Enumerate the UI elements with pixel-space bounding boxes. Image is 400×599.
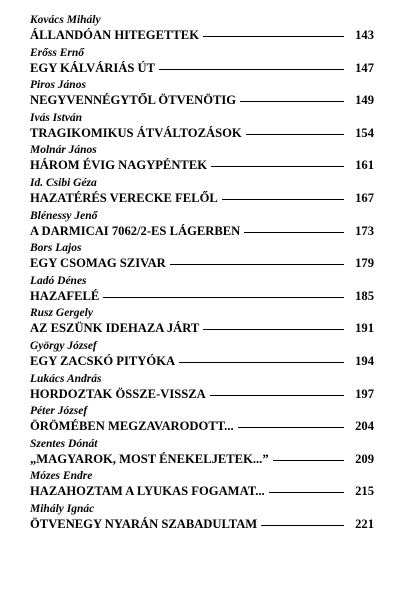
entry-page-number: 167 bbox=[355, 190, 374, 205]
entry-author: Molnár János bbox=[30, 144, 97, 157]
entry-line bbox=[30, 125, 374, 141]
dot-leader bbox=[269, 492, 344, 493]
entry-page-number: 194 bbox=[355, 353, 374, 368]
toc-entry bbox=[30, 241, 374, 274]
entry-author: Péter József bbox=[30, 405, 88, 418]
dot-leader bbox=[238, 427, 344, 428]
entry-line bbox=[30, 288, 374, 304]
table-of-contents bbox=[30, 13, 374, 535]
dot-leader bbox=[203, 329, 344, 330]
toc-entry bbox=[30, 46, 374, 79]
entry-line bbox=[30, 157, 374, 173]
dot-leader bbox=[103, 297, 344, 298]
entry-line bbox=[30, 353, 374, 369]
entry-title: HAZATÉRÉS VERECKE FELŐL bbox=[30, 190, 218, 205]
entry-title: A DARMICAI 7062/2-ES LÁGERBEN bbox=[30, 223, 241, 238]
dot-leader bbox=[170, 264, 344, 265]
entry-page-number: 209 bbox=[355, 451, 374, 466]
entry-author: Ivás István bbox=[30, 111, 83, 124]
entry-author: Szentes Dónát bbox=[30, 437, 98, 450]
entry-title: HAZAHOZTAM A LYUKAS FOGAMAT... bbox=[30, 484, 265, 499]
entry-line bbox=[30, 320, 374, 336]
toc-entry bbox=[30, 404, 374, 437]
toc-entry bbox=[30, 339, 374, 372]
entry-page-number: 215 bbox=[355, 484, 374, 499]
entry-title: TRAGIKOMIKUS ÁTVÁLTOZÁSOK bbox=[30, 125, 242, 140]
entry-title: EGY ZACSKÓ PITYÓKA bbox=[30, 353, 176, 368]
dot-leader bbox=[246, 134, 344, 135]
toc-entry bbox=[30, 469, 374, 502]
entry-title: ÖTVENEGY NYARÁN SZABADULTAM bbox=[30, 516, 258, 531]
entry-page-number: 173 bbox=[355, 223, 374, 238]
entry-title: AZ ESZÜNK IDEHAZA JÁRT bbox=[30, 321, 200, 336]
entry-page-number: 161 bbox=[355, 158, 374, 173]
entry-line bbox=[30, 255, 374, 271]
entry-author: Bors Lajos bbox=[30, 242, 82, 255]
toc-entry bbox=[30, 306, 374, 339]
entry-title: ÖRÖMÉBEN MEGZAVARODOTT... bbox=[30, 419, 234, 434]
dot-leader bbox=[211, 166, 344, 167]
dot-leader bbox=[261, 525, 344, 526]
entry-line bbox=[30, 516, 374, 532]
dot-leader bbox=[244, 232, 344, 233]
toc-entry bbox=[30, 274, 374, 307]
dot-leader bbox=[159, 69, 344, 70]
entry-line bbox=[30, 27, 374, 43]
entry-title: EGY KÁLVÁRIÁS ÚT bbox=[30, 60, 156, 75]
dot-leader bbox=[222, 199, 344, 200]
entry-line bbox=[30, 386, 374, 402]
entry-author: Erőss Ernő bbox=[30, 46, 85, 59]
entry-line bbox=[30, 483, 374, 499]
entry-line bbox=[30, 190, 374, 206]
entry-page-number: 149 bbox=[355, 93, 374, 108]
toc-entry bbox=[30, 13, 374, 46]
entry-line bbox=[30, 451, 374, 467]
entry-author: Mihály Ignác bbox=[30, 502, 95, 515]
entry-title: NEGYVENNÉGYTŐL ÖTVENÖTIG bbox=[30, 93, 237, 108]
entry-line bbox=[30, 223, 374, 239]
entry-page-number: 185 bbox=[355, 288, 374, 303]
entry-author: György József bbox=[30, 339, 97, 352]
entry-line bbox=[30, 92, 374, 108]
entry-page-number: 204 bbox=[355, 419, 374, 434]
entry-title: HAZAFELÉ bbox=[30, 288, 100, 303]
entry-page-number: 191 bbox=[355, 321, 374, 336]
entry-author: Piros János bbox=[30, 79, 86, 92]
toc-entry bbox=[30, 437, 374, 470]
toc-entry bbox=[30, 176, 374, 209]
dot-leader bbox=[273, 460, 344, 461]
entry-line bbox=[30, 418, 374, 434]
toc-entry bbox=[30, 209, 374, 242]
entry-page-number: 154 bbox=[355, 125, 374, 140]
entry-page-number: 197 bbox=[355, 386, 374, 401]
entry-author: Kovács Mihály bbox=[30, 14, 101, 26]
toc-entry bbox=[30, 502, 374, 535]
entry-title: ÁLLANDÓAN HITEGETTEK bbox=[30, 28, 200, 42]
dot-leader bbox=[179, 362, 344, 363]
entry-page-number: 143 bbox=[355, 28, 374, 42]
entry-title: HÁROM ÉVIG NAGYPÉNTEK bbox=[30, 158, 208, 173]
dot-leader bbox=[203, 36, 344, 37]
entry-author: Rusz Gergely bbox=[30, 307, 93, 320]
entry-title: EGY CSOMAG SZIVAR bbox=[30, 256, 166, 271]
toc-entry bbox=[30, 111, 374, 144]
entry-author: Mózes Endre bbox=[30, 470, 93, 483]
toc-entry bbox=[30, 78, 374, 111]
entry-page-number: 147 bbox=[355, 60, 374, 75]
dot-leader bbox=[210, 395, 344, 396]
toc-entry bbox=[30, 143, 374, 176]
entry-page-number: 179 bbox=[355, 256, 374, 271]
toc-entry bbox=[30, 372, 374, 405]
entry-line bbox=[30, 60, 374, 76]
entry-page-number: 221 bbox=[355, 516, 374, 531]
entry-author: Ladó Dénes bbox=[30, 274, 87, 287]
entry-author: Blénessy Jenő bbox=[30, 209, 98, 222]
entry-title: „MAGYAROK, MOST ÉNEKELJETEK...” bbox=[30, 451, 269, 466]
entry-author: Id. Csibi Géza bbox=[30, 176, 97, 189]
entry-author: Lukács András bbox=[30, 372, 102, 385]
entry-title: HORDOZTAK ÖSSZE-VISSZA bbox=[30, 386, 206, 401]
dot-leader bbox=[240, 101, 344, 102]
